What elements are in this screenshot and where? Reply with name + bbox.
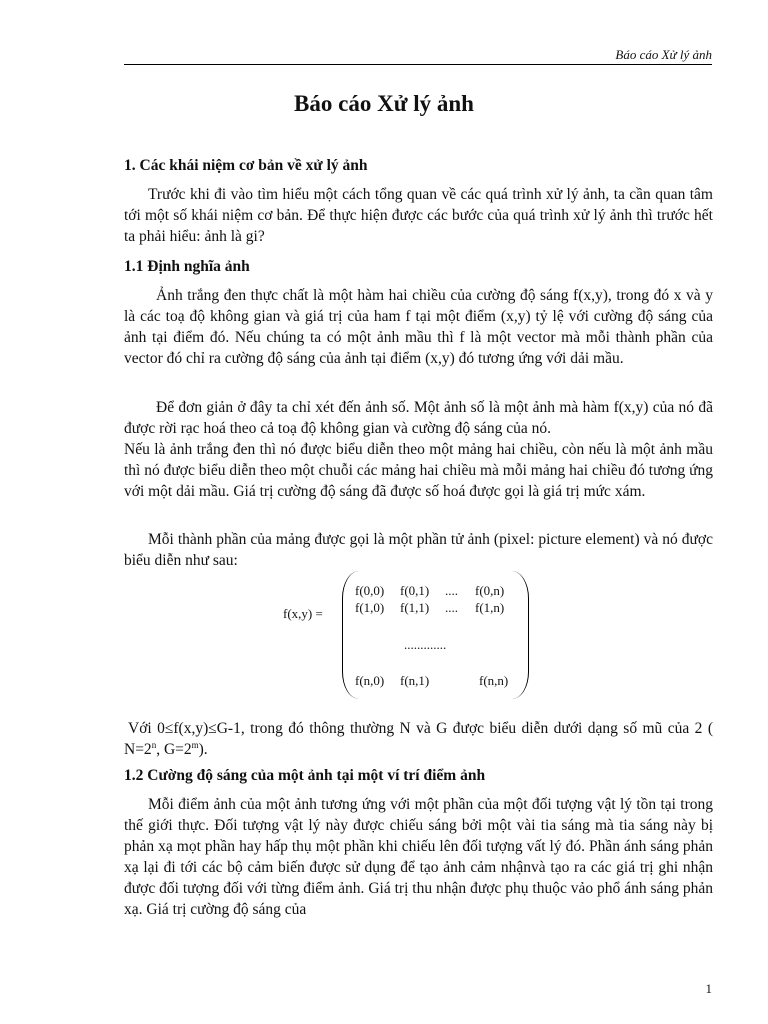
exponent-n: n — [151, 739, 157, 750]
section-1-1-paragraph-4 — [124, 718, 713, 760]
section-1-1-paragraph-1: Ảnh trắng đen thực chất là một hàm hai chiều của cường độ sáng f(x,y), trong đó x và y là các toạ độ không gian và giá trị của ham f tại một điểm (x,y) tỷ lệ với cường độ sáng của ảnh tại điểm đó. Nếu chúng ta có một ảnh mầu thì f là một vector mà mỗi thành phần của vector đó chỉ ra cường độ sáng của ảnh tại điểm (x,y) đó tương ứng với dải mầu. — [124, 287, 713, 367]
matrix-cell: f(n,n) — [479, 673, 509, 688]
matrix-cell: f(0,1) — [400, 583, 430, 598]
para4-text-a: Với 0≤f(x,y)≤G-1, trong đó thông thường N và G được biểu diễn dưới dạng số mũ của 2 ( N=2 — [124, 720, 713, 758]
document-title: Báo cáo Xử lý ảnh — [294, 91, 474, 116]
section-1-2-heading: 1.2 Cường độ sáng của một ảnh tại một ví trí điểm ảnh — [124, 767, 486, 784]
section-1-paragraph: Trước khi đi vào tìm hiểu một cách tổng quan về các quá trình xử lý ảnh, ta cần quan tâm tới một số khái niệm cơ bản. Để thực hiện được các bước của quá trình xử lý ảnh thì trước hết ta phải hiểu: ảnh là gi? — [124, 186, 713, 245]
section-1-1-paragraph-3: Mỗi thành phần của mảng được gọi là một phần tử ảnh (pixel: picture element) và nó được biểu diễn như sau: — [124, 531, 713, 569]
matrix-cell: f(0,0) — [355, 583, 385, 598]
exponent-m: m — [191, 739, 199, 750]
section-1-1-paragraph-2b: Nếu là ảnh trắng đen thì nó được biểu diễn theo một mảng hai chiều, còn nếu là một ảnh mầu thì nó được biểu diễn theo một chuỗi các mảng hai chiều mà mỗi mảng hai chiều đó tương ứng với một dải mầu. Giá trị cường độ sáng đã được số hoá được gọi là giá trị mức xám. — [124, 441, 713, 500]
matrix-cell: f(n,0) — [355, 673, 385, 688]
matrix-right-paren — [512, 571, 529, 699]
page-number: 1 — [705, 981, 712, 996]
section-1-heading: 1. Các khái niệm cơ bản về xử lý ảnh — [124, 157, 368, 174]
matrix-cell: .... — [445, 600, 458, 615]
matrix-cell: .... — [445, 583, 458, 598]
matrix-cell: f(1,n) — [475, 600, 505, 615]
matrix-cell: f(0,n) — [475, 583, 505, 598]
matrix-lhs: f(x,y) = — [283, 606, 323, 621]
para4-text-c: ). — [198, 741, 208, 758]
para4-text-b: , G=2 — [156, 741, 192, 758]
matrix-cell: f(1,1) — [400, 600, 430, 615]
header-rule — [124, 64, 712, 65]
matrix-dots: ............. — [404, 637, 447, 652]
matrix-cell: f(n,1) — [400, 673, 430, 688]
section-1-1-paragraph-2a: Để đơn giản ở đây ta chỉ xét đến ảnh số. Một ảnh số là một ảnh mà hàm f(x,y) của nó đã được rời rạc hoá theo cả toạ độ không gian và cường độ sáng của nó. — [124, 399, 713, 437]
matrix-cell: f(1,0) — [355, 600, 385, 615]
section-1-2-paragraph: Mỗi điểm ảnh của một ảnh tương ứng với một phần của một đối tượng vật lý tồn tại trong thế giới thực. Đối tượng vật lý này được chiếu sáng bởi một vài tia sáng mà tia sáng này bị phản xạ mọt phần hay hấp thụ một phần khi chiếu lên đối tượng vất lý đó. Phần ánh sáng phản xạ lại đi tới các bộ cảm biến được sử dụng để tạo ảnh cảm nhậnvà tạo ra các giá trị ghi nhận được đối tượng đối với từng điểm ảnh. Giá trị thu nhận được phụ thuộc vảo phổ ánh sáng phản xạ. Giá trị cường độ sáng của — [124, 796, 713, 918]
running-header: Báo cáo Xử lý ảnh — [615, 47, 712, 62]
section-1-1-heading: 1.1 Định nghĩa ảnh — [124, 258, 250, 275]
